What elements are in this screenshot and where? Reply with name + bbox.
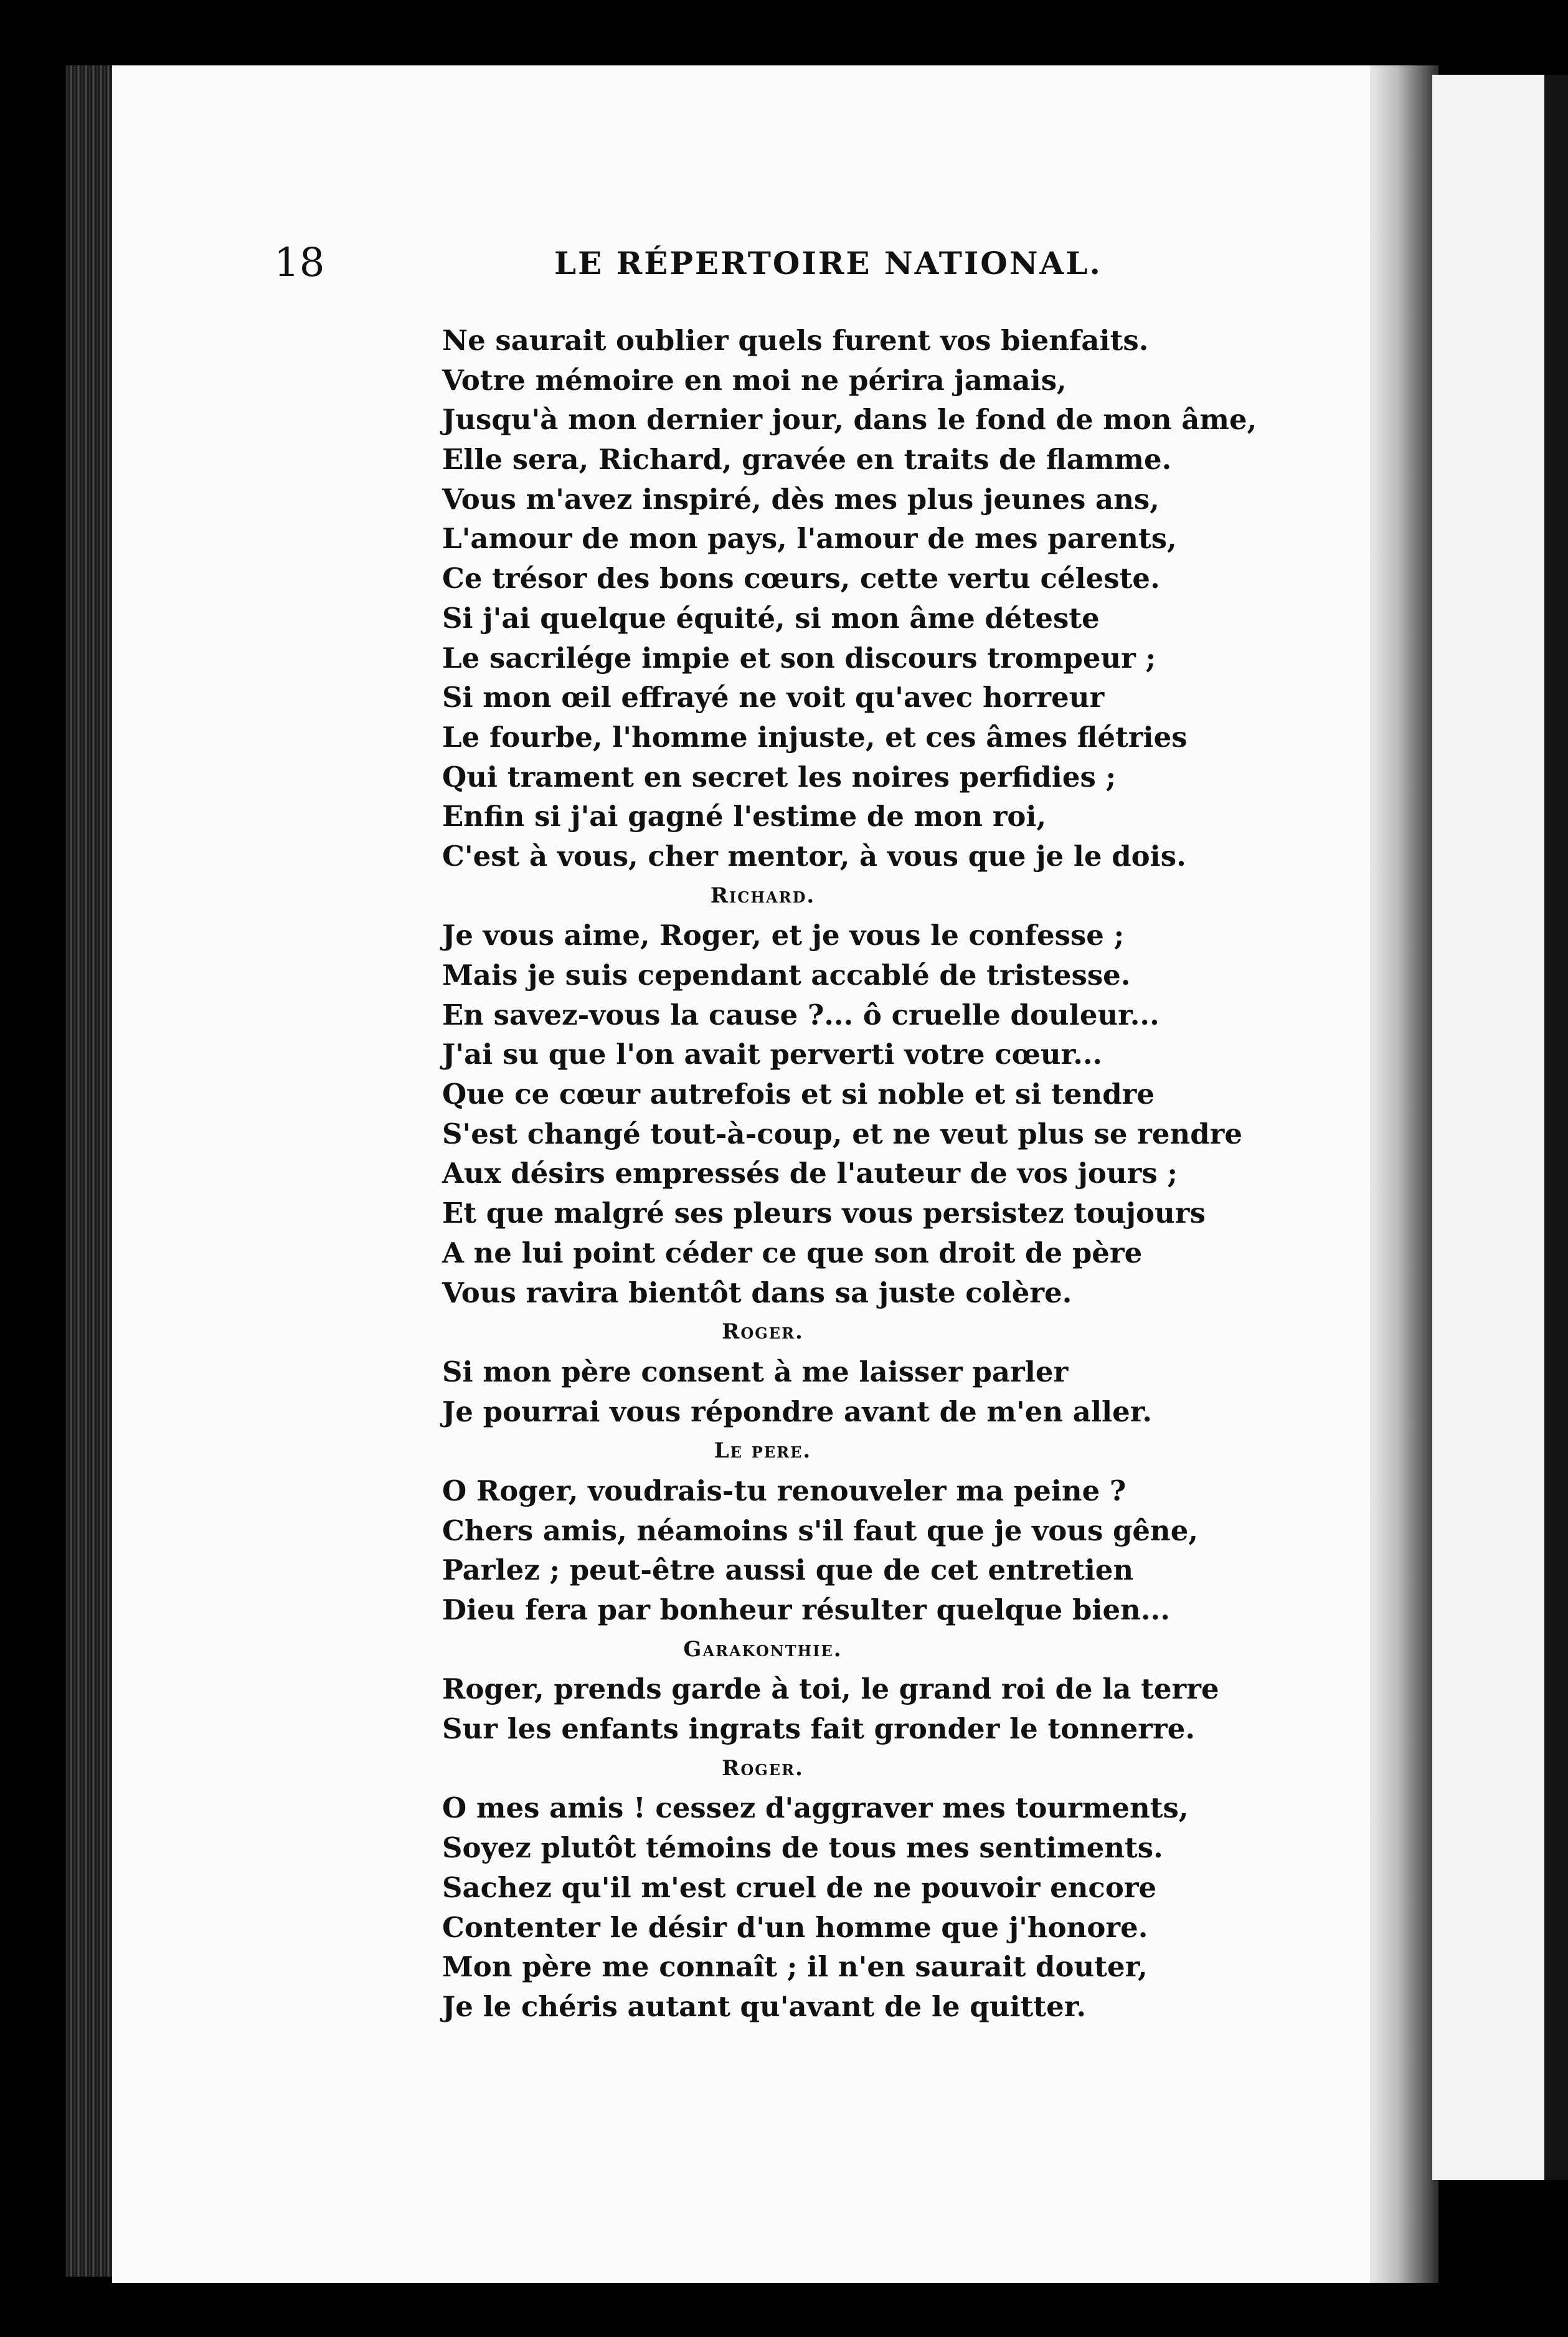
verse-line: Aux désirs empressés de l'auteur de vos jours ;	[442, 1157, 1178, 1190]
speaker-name: Richard.	[710, 883, 816, 908]
verse-line: Roger, prends garde à toi, le grand roi de la terre	[442, 1672, 1219, 1706]
verse-line: Jusqu'à mon dernier jour, dans le fond de mon âme,	[442, 403, 1257, 437]
verse-line: Votre mémoire en moi ne périra jamais,	[442, 363, 1067, 397]
book-binding-edge	[65, 65, 115, 2277]
page-gutter-shadow	[1370, 65, 1438, 2283]
verse-line: Je le chéris autant qu'avant de le quitter.	[442, 1989, 1086, 2023]
verse-line: Dieu fera par bonheur résulter quelque bien...	[442, 1593, 1170, 1626]
scan-right-edge	[1544, 75, 1568, 2180]
verse-line: Qui trament en secret les noires perfidies ;	[442, 760, 1117, 794]
verse-line: Mais je suis cependant accablé de tristesse.	[442, 959, 1131, 992]
verse-line: Je pourrai vous répondre avant de m'en aller.	[442, 1395, 1153, 1428]
verse-line: Sachez qu'il m'est cruel de ne pouvoir encore	[442, 1870, 1157, 1904]
speaker-name: Roger.	[722, 1755, 804, 1781]
verse-line: Mon père me connaît ; il n'en saurait douter,	[442, 1950, 1148, 1984]
verse-line: Elle sera, Richard, gravée en traits de flamme.	[442, 443, 1172, 476]
verse-line: Le sacrilége impie et son discours trompeur ;	[442, 641, 1156, 675]
verse-line: Soyez plutôt témoins de tous mes sentiments.	[442, 1831, 1163, 1865]
verse-line: Sur les enfants ingrats fait gronder le tonnerre.	[442, 1712, 1196, 1746]
verse-line: O mes amis ! cessez d'aggraver mes tourments,	[442, 1791, 1189, 1825]
verse-line: Ce trésor des bons cœurs, cette vertu céleste.	[442, 562, 1160, 595]
verse-line: En savez-vous la cause ?... ô cruelle douleur...	[442, 998, 1159, 1031]
verse-line: Si mon œil effrayé ne voit qu'avec horreur	[442, 681, 1105, 714]
verse-line: Chers amis, néamoins s'il faut que je vous gêne,	[442, 1514, 1199, 1547]
verse-line: Le fourbe, l'homme injuste, et ces âmes flétries	[442, 720, 1188, 754]
verse-line: C'est à vous, cher mentor, à vous que je le dois.	[442, 839, 1186, 873]
verse-line: Ne saurait oublier quels furent vos bienfaits.	[442, 324, 1149, 357]
verse-line: Si mon père consent à me laisser parler	[442, 1355, 1069, 1388]
verse-line: O Roger, voudrais-tu renouveler ma peine ?	[442, 1474, 1126, 1507]
verse-line: S'est changé tout-à-coup, et ne veut plus se rendre	[442, 1117, 1243, 1150]
verse-line: Si j'ai quelque équité, si mon âme déteste	[442, 601, 1100, 635]
speaker-name: Roger.	[722, 1319, 804, 1345]
verse-text-block	[442, 321, 1345, 2027]
verse-line: L'amour de mon pays, l'amour de mes parents,	[442, 522, 1177, 556]
verse-line: Je vous aime, Roger, et je vous le confesse ;	[442, 919, 1125, 952]
verse-line: Vous m'avez inspiré, dès mes plus jeunes ans,	[442, 482, 1159, 516]
speaker-name: Le pere.	[714, 1438, 812, 1464]
verse-line: Que ce cœur autrefois et si noble et si tendre	[442, 1078, 1155, 1111]
verse-line: Contenter le désir d'un homme que j'honore.	[442, 1910, 1148, 1944]
speaker-name: Garakonthie.	[683, 1636, 843, 1662]
page-number: 18	[274, 240, 325, 286]
verse-line: J'ai su que l'on avait perverti votre cœur...	[442, 1038, 1103, 1071]
running-title: LE RÉPERTOIRE NATIONAL.	[554, 245, 1102, 282]
verse-line: Parlez ; peut-être aussi que de cet entretien	[442, 1553, 1134, 1587]
verse-line: A ne lui point céder ce que son droit de père	[442, 1236, 1143, 1269]
verse-line: Vous ravira bientôt dans sa juste colère.	[442, 1276, 1072, 1309]
verse-line: Enfin si j'ai gagné l'estime de mon roi,	[442, 800, 1047, 833]
facing-page-sliver	[1432, 75, 1544, 2180]
verse-line: Et que malgré ses pleurs vous persistez toujours	[442, 1197, 1206, 1230]
